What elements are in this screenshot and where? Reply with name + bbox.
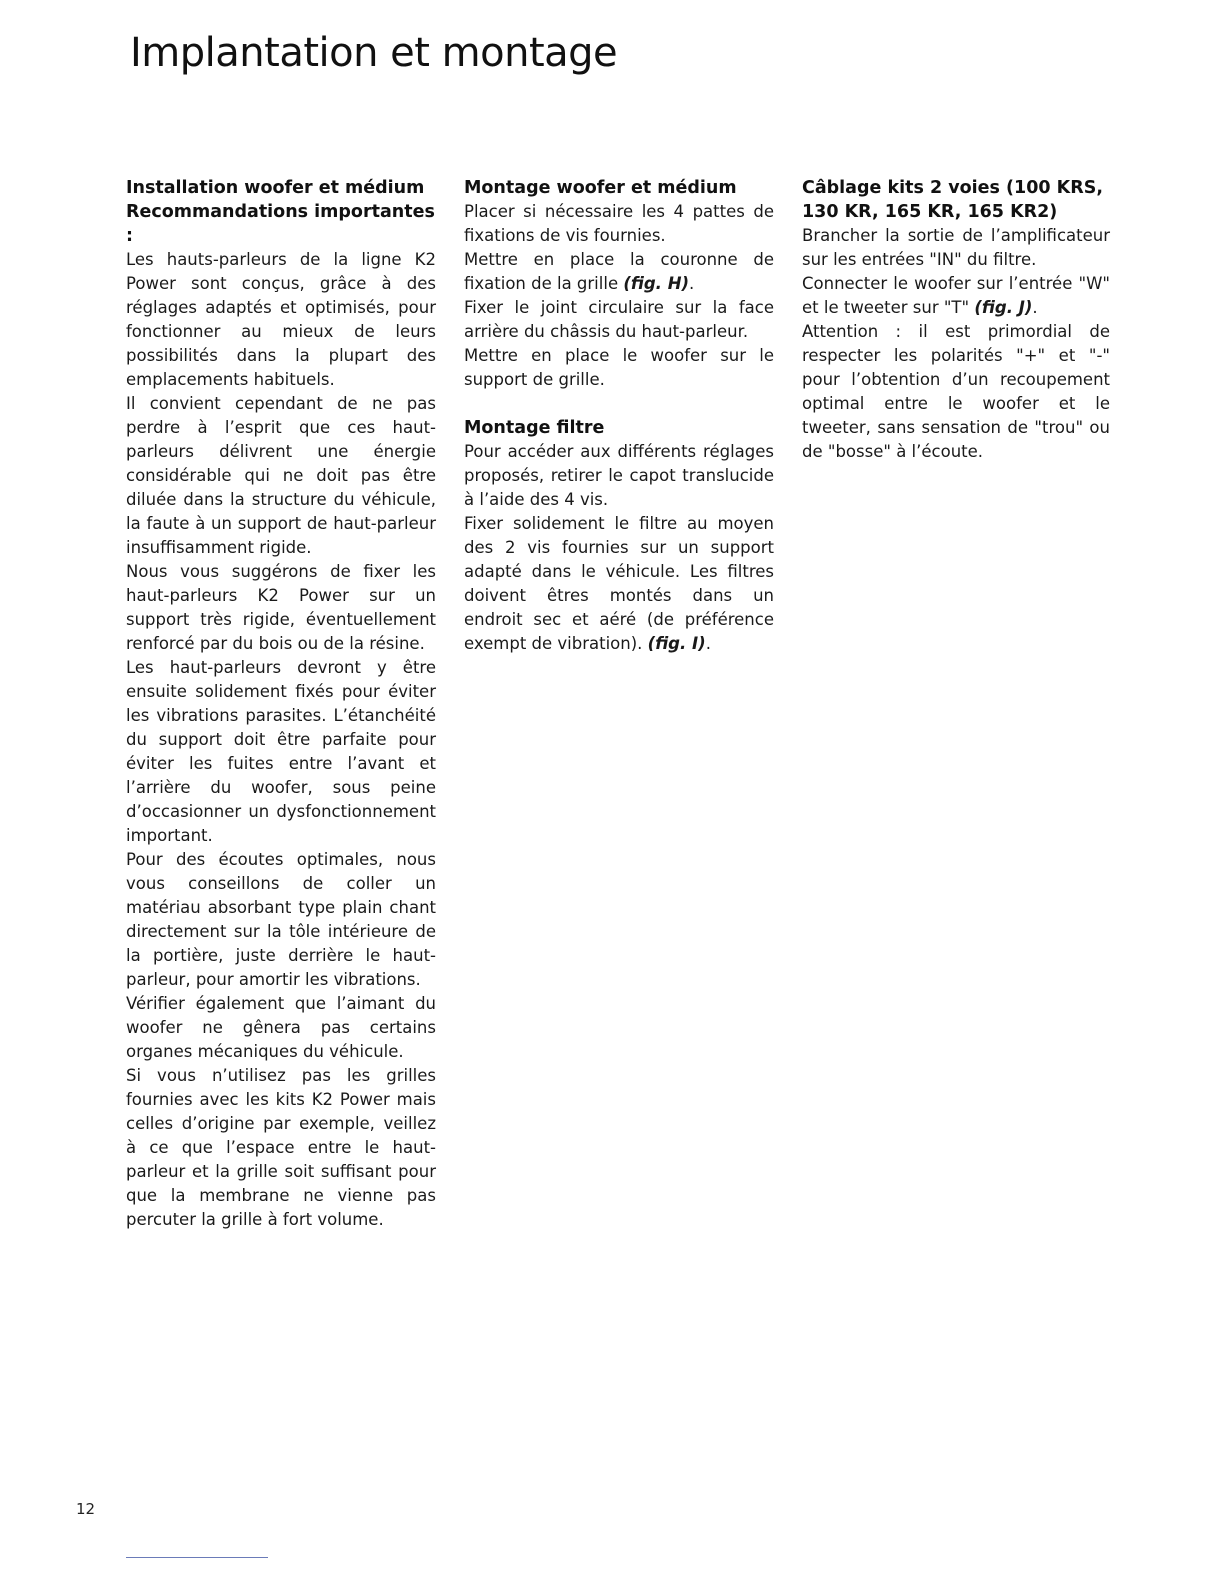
paragraph: Nous vous suggérons de fixer les haut-parleurs K2 Power sur un support très rigide, éventuellement renforcé par du bois ou de la résine. xyxy=(126,562,436,653)
figure-reference: (fig. I) xyxy=(647,634,706,653)
paragraph: Mettre en place le woofer sur le support de grille. xyxy=(464,346,774,389)
column-montage xyxy=(464,176,774,656)
paragraph-end: . xyxy=(1032,298,1038,317)
figure-reference: (fig. H) xyxy=(623,274,690,293)
column-installation xyxy=(126,176,436,1232)
spacer xyxy=(464,392,774,416)
page-title: Implantation et montage xyxy=(130,30,618,76)
paragraph-text: Connecter le woofer sur l’entrée "W" et le tweeter sur "T" xyxy=(802,274,1110,317)
paragraph: Les haut-parleurs devront y être ensuite solidement fixés pour éviter les vibrations parasites. L’étanchéité du support doit être parfaite pour éviter les fuites entre l’avant et l’arrière du woofer, sous peine d’occasionner un dysfonctionnement important. xyxy=(126,658,436,845)
paragraph-end: . xyxy=(689,274,695,293)
paragraph: Fixer le joint circulaire sur la face arrière du châssis du haut-parleur. xyxy=(464,298,774,341)
paragraph: Pour des écoutes optimales, nous vous conseillons de coller un matériau absorbant type plain chant directement sur la tôle intérieure de la portière, juste derrière le haut-parleur, pour amortir les vibrations. xyxy=(126,850,436,989)
footer-rule xyxy=(126,1557,268,1558)
paragraph: Vérifier également que l’aimant du woofer ne gênera pas certains organes mécaniques du véhicule. xyxy=(126,994,436,1061)
paragraph: Il convient cependant de ne pas perdre à l’esprit que ces haut-parleurs délivrent une énergie considérable qui ne doit pas être diluée dans la structure du véhicule, la faute à un support de haut-parleur insuffisamment rigide. xyxy=(126,394,436,557)
paragraph: Brancher la sortie de l’amplificateur sur les entrées "IN" du filtre. xyxy=(802,226,1110,269)
section-heading-cablage: Câblage kits 2 voies (100 KRS, 130 KR, 165 KR, 165 KR2) xyxy=(802,178,1103,222)
paragraph xyxy=(464,512,774,656)
figure-reference: (fig. J) xyxy=(974,298,1033,317)
section-subheading-recommandations: Recommandations importantes : xyxy=(126,202,435,246)
paragraph-text: Fixer solidement le filtre au moyen des 2 vis fournies sur un support adapté dans le véhicule. Les filtres doivent êtres montés dans un endroit sec et aéré (de préférence exempt de vibration). xyxy=(464,514,774,653)
paragraph-end: . xyxy=(705,634,711,653)
paragraph-text: Mettre en place la couronne de fixation de la grille xyxy=(464,250,774,293)
paragraph xyxy=(802,272,1110,320)
paragraph: Pour accéder aux différents réglages proposés, retirer le capot translucide à l’aide des 4 vis. xyxy=(464,442,774,509)
paragraph: Si vous n’utilisez pas les grilles fournies avec les kits K2 Power mais celles d’origine par exemple, veillez à ce que l’espace entre le haut-parleur et la grille soit suffisant pour que la membrane ne vienne pas percuter la grille à fort volume. xyxy=(126,1066,436,1229)
column-cablage xyxy=(802,176,1110,464)
section-heading-installation: Installation woofer et médium xyxy=(126,178,425,198)
paragraph xyxy=(464,248,774,296)
page-number: 12 xyxy=(76,1500,96,1518)
paragraph: Les hauts-parleurs de la ligne K2 Power sont conçus, grâce à des réglages adaptés et optimisés, pour fonctionner au mieux de leurs possibilités dans la plupart des emplacements habituels. xyxy=(126,250,436,389)
section-heading-montage-filtre: Montage filtre xyxy=(464,418,605,438)
section-heading-montage-woofer: Montage woofer et médium xyxy=(464,178,737,198)
paragraph: Placer si nécessaire les 4 pattes de fixations de vis fournies. xyxy=(464,202,774,245)
paragraph: Attention : il est primordial de respecter les polarités "+" et "-" pour l’obtention d’un recoupement optimal entre le woofer et le tweeter, sans sensation de "trou" ou de "bosse" à l’écoute. xyxy=(802,322,1110,461)
